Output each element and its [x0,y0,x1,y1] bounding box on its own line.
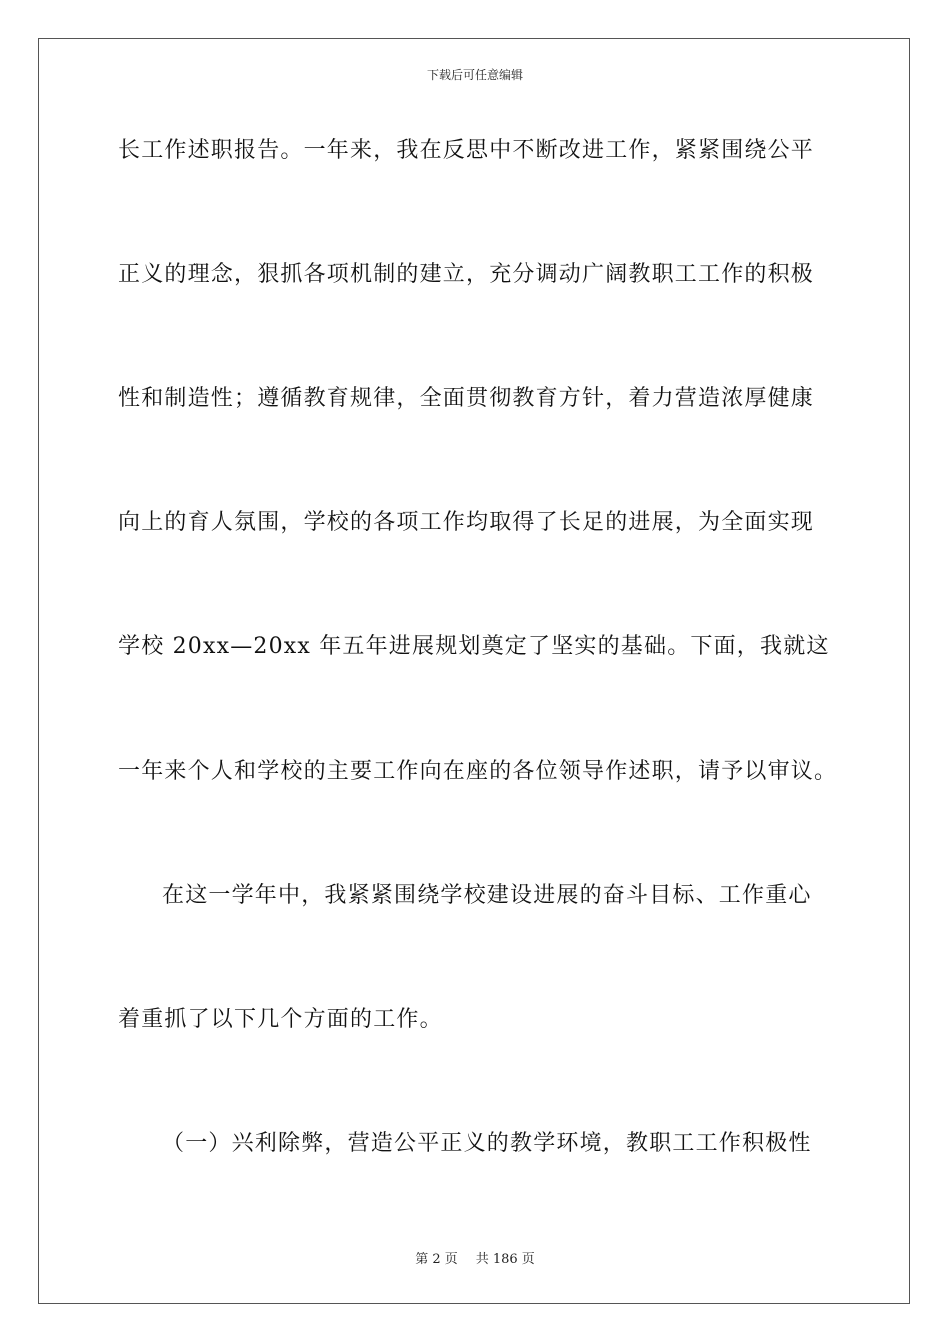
header-note: 下载后可任意编辑 [426,68,523,82]
section-heading-1: （一）兴利除弊，营造公平正义的教学环境，教职工工作积极性 [162,1131,812,1156]
page-footer [0,1248,950,1267]
body-line-2: 正义的理念，狠抓各项机制的建立，充分调动广阔教职工工作的积极 [118,262,815,287]
page-border [38,38,910,1304]
body-line-8: 着重抓了以下几个方面的工作。 [118,1007,443,1032]
body-line-4: 向上的育人氛围，学校的各项工作均取得了长足的进展，为全面实现 [118,510,815,535]
body-line-5: 学校 20xx—20xx 年五年进展规划奠定了坚实的基础。下面，我就这 [118,634,830,659]
page-total: 共 186 页 [475,1252,535,1267]
body-line-3: 性和制造性；遵循教育规律，全面贯彻教育方针，着力营造浓厚健康 [118,386,815,411]
page-number: 第 2 页 [415,1252,458,1267]
body-line-7: 在这一学年中，我紧紧围绕学校建设进展的奋斗目标、工作重心 [162,883,812,908]
body-line-6: 一年来个人和学校的主要工作向在座的各位领导作述职，请予以审议。 [118,759,838,784]
body-line-1: 长工作述职报告。一年来，我在反思中不断改进工作，紧紧围绕公平 [118,138,815,163]
